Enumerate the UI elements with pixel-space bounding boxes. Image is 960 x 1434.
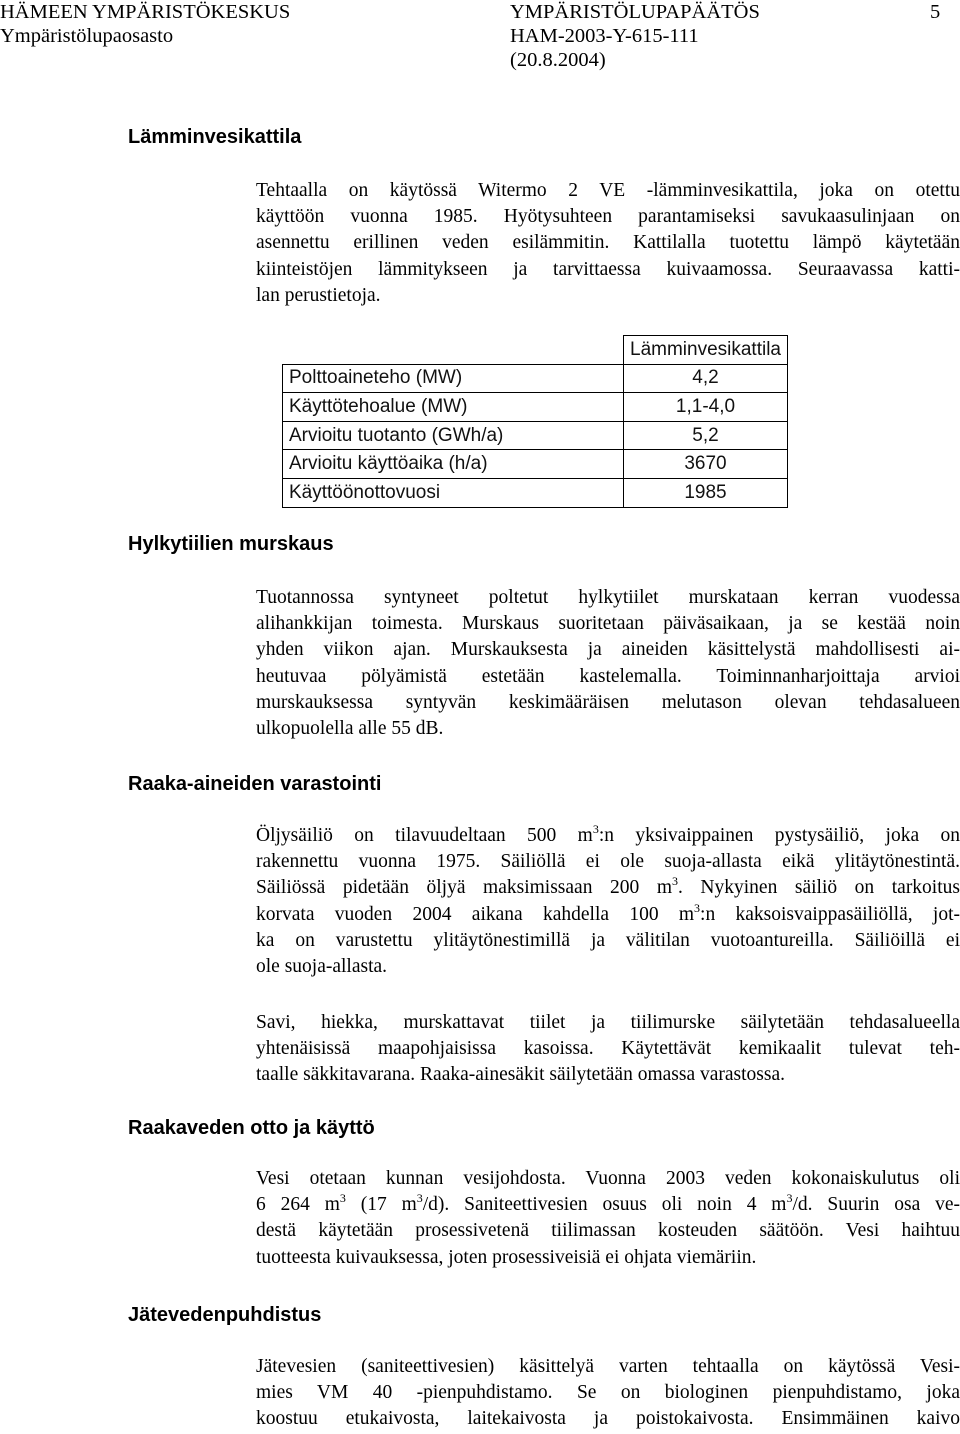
text-run: (17 m	[345, 1194, 417, 1216]
paragraph-storage-oil	[256, 823, 960, 980]
decision-date: (20.8.2004)	[510, 49, 606, 71]
decision-number: HAM-2003-Y-615-111	[510, 25, 699, 47]
text-run: :n yksivaippainen pystysäiliö, joka on	[598, 825, 960, 846]
paragraph-water	[256, 1166, 960, 1271]
table-cell-value: 1,1-4,0	[624, 393, 788, 422]
text-line: ole suoja-allasta.	[256, 956, 388, 978]
text-line: koostuu etukaivosta, laitekaivosta ja poistokaivosta. Ensimmäinen kaivo	[256, 1408, 960, 1430]
heading-water: Raakaveden otto ja käyttö	[128, 1117, 375, 1139]
table-row	[283, 393, 788, 422]
text-line: destä käytetään prosessivetenä tiilimassan kosteuden säätöön. Vesi haihtuu	[256, 1220, 960, 1242]
text-line: ulkopuolella alle 55 dB.	[256, 718, 444, 740]
text-line	[256, 875, 960, 901]
heading-wastewater: Jätevedenpuhdistus	[128, 1304, 322, 1326]
superscript: 3	[592, 822, 599, 836]
table-row	[283, 421, 788, 450]
text-line: lan perustietoja.	[256, 284, 381, 306]
paragraph-wastewater	[256, 1354, 960, 1433]
superscript: 3	[694, 900, 701, 915]
text-line: Vesi otetaan kunnan vesijohdosta. Vuonna 2003 veden kokonaiskulutus oli	[256, 1168, 960, 1189]
table-corner-cell	[283, 336, 624, 365]
table-cell-label: Arvioitu käyttöaika (h/a)	[283, 450, 624, 479]
unit-name: Ympäristölupaosasto	[0, 25, 174, 47]
table-row	[283, 450, 788, 479]
superscript: 3	[671, 874, 678, 889]
heading-crushing: Hylkytiilien murskaus	[128, 533, 334, 555]
text-line: yhtenäisissä maapohjaisissa kasoissa. Käytettävät kemikaalit tulevat teh-	[256, 1038, 960, 1060]
paragraph-crushing	[256, 585, 960, 742]
table-cell-label: Käyttöönottovuosi	[283, 478, 624, 507]
text-line: Tehtaalla on käytössä Witermo 2 VE -lämminvesikattila, joka on otettu	[256, 180, 960, 201]
text-line: rakennettu vuonna 1975. Säiliöllä ei ole suoja-allasta eikä ylitäytönestintä.	[256, 851, 960, 873]
text-run: Säiliössä pidetään öljyä maksimissaan 200 m	[256, 877, 672, 899]
table-header-row	[283, 336, 788, 365]
text-line: Jätevesien (saniteettivesien) käsittelyä varten tehtaalla on käytössä Vesi-	[256, 1356, 960, 1377]
text-line	[256, 1192, 960, 1218]
table-row	[283, 364, 788, 393]
superscript: 3	[339, 1191, 346, 1206]
text-line: tuotteesta kuivauksessa, joten prosessiveisiä ei ohjata viemäriin.	[256, 1246, 757, 1268]
paragraph-boiler	[256, 178, 960, 309]
table-cell-value: 4,2	[624, 364, 788, 393]
page-number: 5	[930, 1, 941, 23]
decision-type: YMPÄRISTÖLUPAPÄÄTÖS	[510, 1, 760, 23]
table-cell-label: Käyttötehoalue (MW)	[283, 393, 624, 422]
text-run: korvata vuoden 2004 aikana kahdella 100 m	[256, 903, 695, 925]
text-line: Savi, hiekka, murskattavat tiilet ja tiilimurske säilytetään tehdasalueella	[256, 1012, 960, 1033]
table-cell-label: Arvioitu tuotanto (GWh/a)	[283, 421, 624, 450]
table-cell-value: 3670	[624, 450, 788, 479]
table-cell-label: Polttoaineteho (MW)	[283, 364, 624, 393]
superscript: 3	[416, 1191, 423, 1206]
boiler-data-table	[282, 335, 788, 508]
text-run: :n kaksoisvaippasäiliöllä, jot-	[700, 903, 960, 925]
table-column-header: Lämminvesikattila	[624, 336, 788, 365]
text-line: ka on varustettu ylitäytönestimillä ja välitilan vuotoantureilla. Säiliöillä ei	[256, 929, 960, 951]
text-run: /d. Suurin osa ve-	[792, 1194, 960, 1216]
text-line: taalle säkkitavarana. Raaka-ainesäkit säilytetään omassa varastossa.	[256, 1064, 785, 1086]
text-run: 6 264 m	[256, 1194, 340, 1216]
text-line: Tuotannossa syntyneet poltetut hylkytiilet murskataan kerran vuodessa	[256, 587, 960, 608]
text-line: kiinteistöjen lämmitykseen ja tarvittaessa kuivaamossa. Seuraavassa katti-	[256, 258, 960, 280]
text-line	[256, 823, 960, 849]
table-cell-value: 5,2	[624, 421, 788, 450]
text-line: mies VM 40 -pienpuhdistamo. Se on biologinen pienpuhdistamo, joka	[256, 1382, 960, 1404]
text-run: Öljysäiliö on tilavuudeltaan 500 m	[256, 825, 593, 846]
text-run: . Nykyinen säiliö on tarkoitus	[677, 877, 960, 899]
agency-name: HÄMEEN YMPÄRISTÖKESKUS	[0, 1, 291, 23]
heading-storage: Raaka-aineiden varastointi	[128, 773, 382, 795]
paragraph-storage-materials	[256, 1010, 960, 1089]
text-line: murskauksessa syntyvän keskimääräisen melutason olevan tehdasalueen	[256, 691, 960, 713]
table-cell-value: 1985	[624, 478, 788, 507]
heading-boiler: Lämminvesikattila	[128, 126, 302, 148]
text-run: /d). Saniteettivesien osuus oli noin 4 m	[422, 1194, 787, 1216]
text-line: yhden viikon ajan. Murskauksesta ja aineiden käsittelystä mahdollisesti ai-	[256, 639, 960, 661]
text-line	[256, 902, 960, 928]
text-line: käyttöön vuonna 1985. Hyötysuhteen parantamiseksi savukaasulinjaan on	[256, 206, 960, 228]
superscript: 3	[786, 1191, 793, 1206]
text-line: alihankkijan toimesta. Murskaus suoritetaan päiväsaikaan, ja se kestää noin	[256, 613, 960, 635]
text-line: heutuvaa pölyämistä estetään kastelemalla. Toiminnanharjoittaja arvioi	[256, 665, 960, 687]
text-line: asennettu erillinen veden esilämmitin. Kattilalla tuotettu lämpö käytetään	[256, 232, 960, 254]
table-row	[283, 478, 788, 507]
